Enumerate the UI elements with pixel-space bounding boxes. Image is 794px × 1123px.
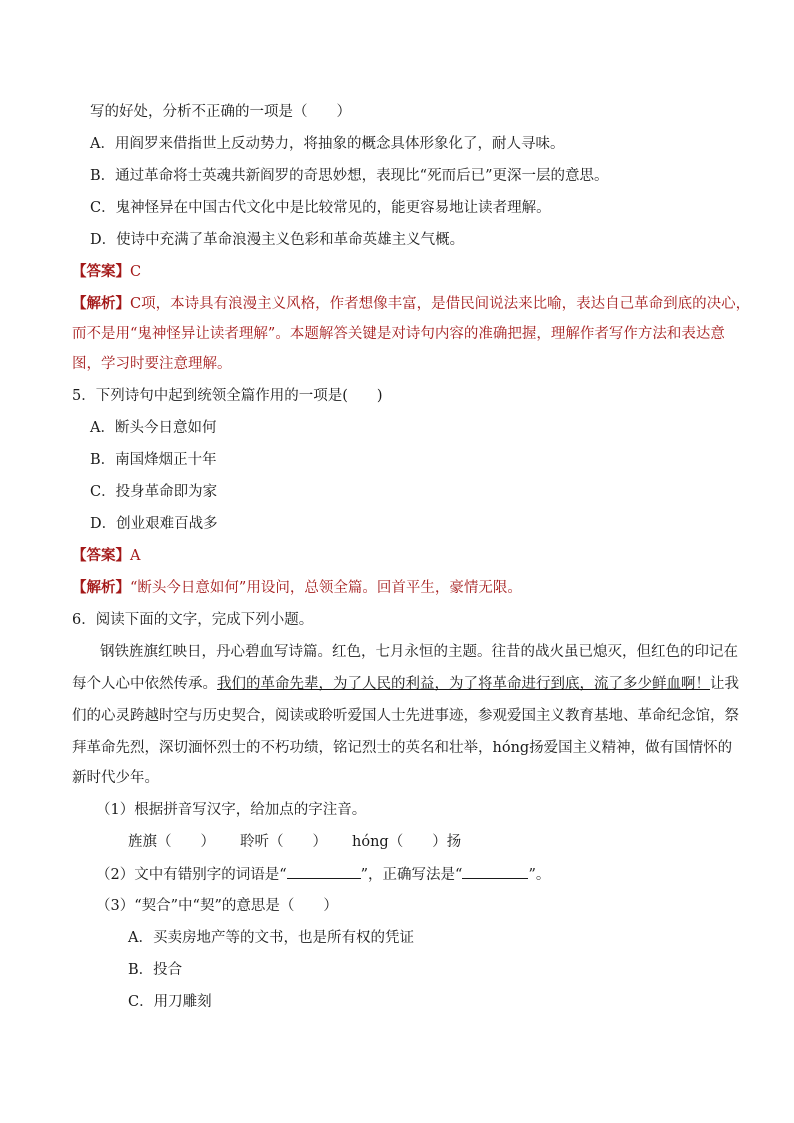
q5-option-c: C．投身革命即为家: [90, 484, 218, 500]
q4-option-d: D．使诗中充满了革命浪漫主义色彩和革命英雄主义气概。: [90, 232, 465, 248]
q6-sub1-item-2: 聆听（ ）: [240, 834, 327, 850]
q6-passage-line-2-pre: 每个人心中依然传承。: [72, 676, 217, 692]
q4-answer-label: 【答案】: [72, 263, 130, 280]
q5-analysis-text: “断头今日意如何”用设问，总领全篇。回首平生，豪情无限。: [130, 580, 522, 596]
q6-sub2: [96, 864, 550, 885]
q4-answer-value: C: [130, 264, 142, 280]
q4-stem: 写的好处，分析不正确的一项是（ ）: [90, 104, 351, 120]
q6-sub2-pre: （2）文中有错别字的词语是“: [96, 867, 287, 883]
q4-analysis-line-3: 图，学习时要注意理解。: [72, 356, 232, 372]
q5-option-b: B．南国烽烟正十年: [90, 452, 217, 468]
q5-answer: [72, 546, 140, 566]
q4-analysis-line-2: 而不是用“鬼神怪异让读者理解”。本题解答关键是对诗句内容的准确把握，理解作者写作方法和表达意: [72, 326, 725, 342]
q4-analysis-line-1: [72, 294, 750, 314]
q4-answer: [72, 262, 141, 282]
q6-passage-underlined-sentence: 我们的革命先辈，为了人民的利益，为了将革命进行到底，流了多少鲜血啊！: [217, 676, 710, 692]
q5-answer-label: 【答案】: [72, 547, 130, 564]
q5-option-a: A．断头今日意如何: [90, 420, 217, 436]
q6-passage-line-2: [72, 674, 739, 694]
q6-sub2-post: ”。: [528, 867, 551, 883]
q4-option-c: C．鬼神怪异在中国古代文化中是比较常见的，能更容易地让读者理解。: [90, 200, 551, 216]
q6-passage-line-5: 新时代少年。: [72, 770, 159, 786]
q4-option-a: A．用阎罗来借指世上反动势力，将抽象的概念具体形象化了，耐人寻味。: [90, 136, 565, 152]
q6-stem: 6．阅读下面的文字，完成下列小题。: [72, 612, 314, 628]
q6-sub2-blank-2[interactable]: [462, 864, 528, 879]
q6-sub1-stem: （1）根据拼音写汉字，给加点的字注音。: [96, 802, 367, 818]
q5-analysis: [72, 578, 522, 598]
q5-analysis-label: 【解析】: [72, 579, 130, 596]
q5-stem: 5．下列诗句中起到统领全篇作用的一项是( ): [72, 388, 383, 404]
q6-passage-line-4: 拜革命先烈，深切湎怀烈士的不朽功绩，铭记烈士的英名和壮举，hóng扬爱国主义精神，做有国情怀的: [72, 740, 733, 756]
q6-sub3-option-a: A．买卖房地产等的文书，也是所有权的凭证: [128, 930, 414, 946]
q5-option-d: D．创业艰难百战多: [90, 516, 218, 532]
q6-passage-line-3: 们的心灵跨越时空与历史契合，阅读或聆听爱国人士先进事迹，参观爱国主义教育基地、革命纪念馆，祭: [72, 708, 739, 724]
q5-answer-value: A: [130, 548, 141, 564]
q6-sub1-item-3: hóng（ ）扬: [352, 834, 462, 850]
q6-sub3-stem: （3）“契合”中“契”的意思是（ ）: [96, 898, 338, 914]
q6-passage-line-1: 钢铁旌旗红映日，丹心碧血写诗篇。红色，七月永恒的主题。往昔的战火虽已熄灭，但红色的印记在: [100, 644, 738, 660]
q4-option-b: B．通过革命将士英魂共新阎罗的奇思妙想，表现比“死而后已”更深一层的意思。: [90, 168, 609, 184]
q6-sub3-option-b: B．投合: [128, 962, 183, 978]
q4-analysis-text-1: C项，本诗具有浪漫主义风格，作者想像丰富，是借民间说法来比喻，表达自己革命到底的决心，: [130, 296, 751, 312]
q6-sub2-blank-1[interactable]: [287, 864, 361, 879]
q4-analysis-label: 【解析】: [72, 295, 130, 312]
q6-passage-line-2-post: 让我: [710, 676, 739, 692]
q6-sub2-mid: ”，正确写法是“: [360, 867, 463, 883]
q6-sub3-option-c: C．用刀雕刻: [128, 994, 212, 1010]
q6-sub1-item-1: 旌旗（ ）: [128, 834, 215, 850]
